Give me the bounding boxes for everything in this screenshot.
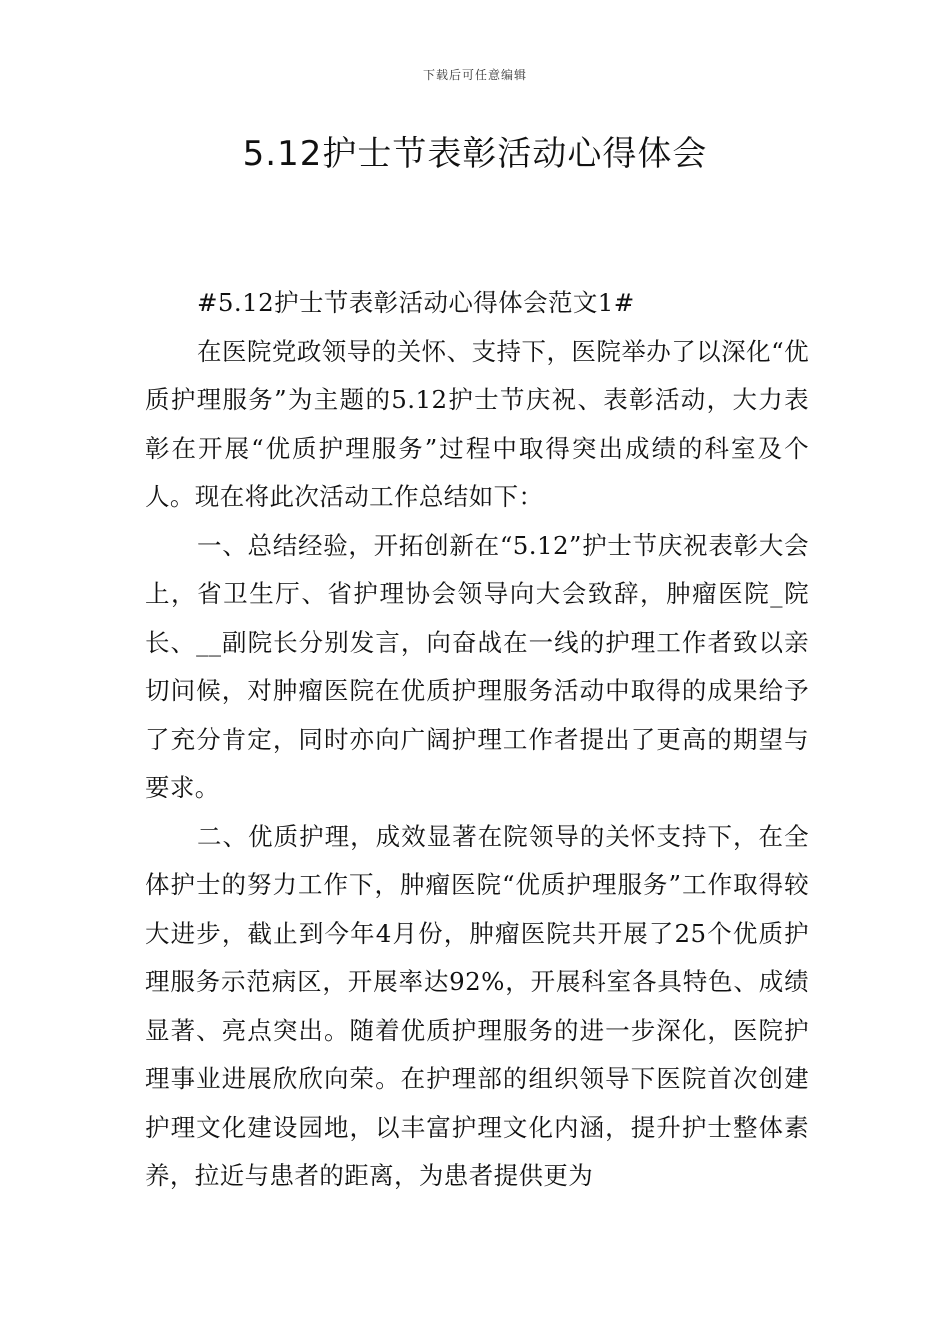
paragraph-section-2: 二、优质护理，成效显著在院领导的关怀支持下，在全体护士的努力工作下，肿瘤医院“优质护理服务”工作取得较大进步，截止到今年4月份，肿瘤医院共开展了25个优质护理服务示范病区，开展率达92%，开展科室各具特色、成绩显著、亮点突出。随着优质护理服务的进一步深化，医院护理事业进展欣欣向荣。在护理部的组织领导下医院首次创建护理文化建设园地，以丰富护理文化内涵，提升护士整体素养，拉近与患者的距离，为患者提供更为 (145, 821, 809, 1190)
paragraph-intro: 在医院党政领导的关怀、支持下，医院举办了以深化“优质护理服务”为主题的5.12护士节庆祝、表彰活动，大力表彰在开展“优质护理服务”过程中取得突出成绩的科室及个人。现在将此次活动工作总结如下： (145, 336, 809, 511)
header-note: 下载后可任意编辑 (422, 68, 527, 82)
document-title: 5.12护士节表彰活动心得体会 (242, 134, 708, 174)
paragraph-subtitle: #5.12护士节表彰活动心得体会范文1# (197, 288, 635, 317)
paragraph-section-1: 一、总结经验，开拓创新在“5.12”护士节庆祝表彰大会上，省卫生厅、省护理协会领导向大会致辞，肿瘤医院_院长、__副院长分别发言，向奋战在一线的护理工作者致以亲切问候，对肿瘤医院在优质护理服务活动中取得的成果给予了充分肯定，同时亦向广阔护理工作者提出了更高的期望与要求。 (145, 530, 809, 802)
document-body (145, 279, 809, 1201)
